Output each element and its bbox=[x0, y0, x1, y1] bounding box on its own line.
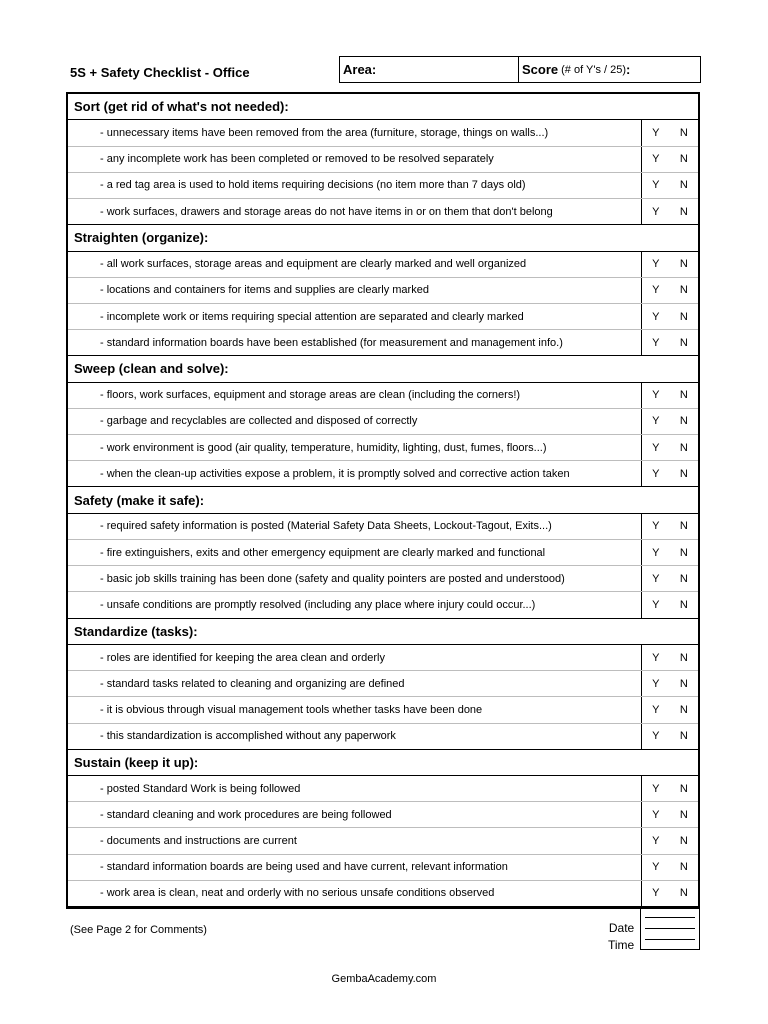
time-label: Time bbox=[608, 938, 635, 952]
checklist-item-text: - locations and containers for items and supplies are clearly marked bbox=[68, 278, 642, 303]
checklist-item bbox=[68, 383, 698, 409]
checklist-item bbox=[68, 802, 698, 828]
no-option[interactable]: N bbox=[679, 205, 688, 218]
checklist-item bbox=[68, 828, 698, 854]
score-hint: (# of Y's / 25) bbox=[561, 63, 627, 76]
no-option[interactable]: N bbox=[679, 598, 688, 611]
yes-no-options bbox=[642, 645, 698, 670]
yes-option[interactable]: Y bbox=[652, 730, 660, 743]
checklist-item bbox=[68, 304, 698, 330]
yes-option[interactable]: Y bbox=[652, 677, 660, 690]
yes-no-options bbox=[642, 461, 698, 486]
yes-option[interactable]: Y bbox=[652, 887, 660, 900]
checklist-item-text: - standard information boards have been established (for measurement and management info.) bbox=[68, 330, 642, 355]
yes-option[interactable]: Y bbox=[652, 336, 660, 349]
score-field[interactable] bbox=[518, 56, 701, 83]
yes-no-options bbox=[642, 697, 698, 722]
checklist-item-text: - standard cleaning and work procedures are being followed bbox=[68, 802, 642, 827]
no-option[interactable]: N bbox=[679, 835, 688, 848]
no-option[interactable]: N bbox=[679, 467, 688, 480]
checklist-item bbox=[68, 278, 698, 304]
yes-no-options bbox=[642, 147, 698, 172]
checklist-item-text: - work surfaces, drawers and storage areas do not have items in or on them that don't belong bbox=[68, 199, 642, 224]
yes-no-options bbox=[642, 776, 698, 801]
section-header bbox=[68, 94, 698, 120]
checklist-item-text: - unsafe conditions are promptly resolved (including any place where injury could occur...) bbox=[68, 592, 642, 617]
checklist-item-text: - work environment is good (air quality, temperature, humidity, lighting, dust, fumes, floors...) bbox=[68, 435, 642, 460]
checklist-item-text: - all work surfaces, storage areas and equipment are clearly marked and well organized bbox=[68, 252, 642, 277]
checklist-item bbox=[68, 330, 698, 356]
yes-no-options bbox=[642, 383, 698, 408]
checklist-item-text: - required safety information is posted (Material Safety Data Sheets, Lockout-Tagout, Exits...) bbox=[68, 514, 642, 539]
yes-option[interactable]: Y bbox=[652, 467, 660, 480]
checklist-item bbox=[68, 776, 698, 802]
checklist-item bbox=[68, 514, 698, 540]
yes-option[interactable]: Y bbox=[652, 782, 660, 795]
checklist-item bbox=[68, 199, 698, 225]
yes-option[interactable]: Y bbox=[652, 258, 660, 271]
area-label: Area: bbox=[343, 62, 377, 77]
no-option[interactable]: N bbox=[679, 730, 688, 743]
yes-option[interactable]: Y bbox=[652, 126, 660, 139]
section-title: Sustain (keep it up): bbox=[74, 754, 199, 770]
yes-option[interactable]: Y bbox=[652, 205, 660, 218]
no-option[interactable]: N bbox=[679, 258, 688, 271]
checklist-item-text: - a red tag area is used to hold items requiring decisions (no item more than 7 days old) bbox=[68, 173, 642, 198]
checklist-item bbox=[68, 435, 698, 461]
yes-no-options bbox=[642, 881, 698, 906]
yes-no-options bbox=[642, 173, 698, 198]
checklist-item-text: - this standardization is accomplished without any paperwork bbox=[68, 724, 642, 749]
no-option[interactable]: N bbox=[679, 284, 688, 297]
yes-option[interactable]: Y bbox=[652, 310, 660, 323]
yes-option[interactable]: Y bbox=[652, 703, 660, 716]
checklist-item-text: - standard tasks related to cleaning and organizing are defined bbox=[68, 671, 642, 696]
checklist-item-text: - it is obvious through visual management tools whether tasks have been done bbox=[68, 697, 642, 722]
yes-option[interactable]: Y bbox=[652, 572, 660, 585]
no-option[interactable]: N bbox=[679, 572, 688, 585]
yes-no-options bbox=[642, 802, 698, 827]
checklist-item bbox=[68, 881, 698, 907]
yes-no-options bbox=[642, 540, 698, 565]
no-option[interactable]: N bbox=[679, 546, 688, 559]
checklist-item bbox=[68, 724, 698, 750]
yes-no-options bbox=[642, 592, 698, 617]
section-title: Sweep (clean and solve): bbox=[74, 361, 229, 377]
yes-no-options bbox=[642, 330, 698, 355]
section-header bbox=[68, 225, 698, 251]
checklist-item bbox=[68, 566, 698, 592]
yes-no-options bbox=[642, 435, 698, 460]
section-title: Sort (get rid of what's not needed): bbox=[74, 99, 289, 115]
yes-no-options bbox=[642, 855, 698, 880]
date-time-labels bbox=[608, 920, 634, 954]
no-option[interactable]: N bbox=[679, 520, 688, 533]
checklist-item-text: - fire extinguishers, exits and other emergency equipment are clearly marked and functional bbox=[68, 540, 642, 565]
score-colon: : bbox=[626, 62, 631, 77]
checklist-item-text: - posted Standard Work is being followed bbox=[68, 776, 642, 801]
no-option[interactable]: N bbox=[679, 651, 688, 664]
score-label: Score bbox=[522, 62, 559, 77]
yes-option[interactable]: Y bbox=[652, 153, 660, 166]
checklist-item bbox=[68, 252, 698, 278]
yes-no-options bbox=[642, 120, 698, 145]
no-option[interactable]: N bbox=[679, 703, 688, 716]
no-option[interactable]: N bbox=[679, 415, 688, 428]
checklist-item-text: - incomplete work or items requiring special attention are separated and clearly marked bbox=[68, 304, 642, 329]
date-time-box[interactable] bbox=[640, 907, 700, 950]
yes-option[interactable]: Y bbox=[652, 808, 660, 821]
yes-option[interactable]: Y bbox=[652, 546, 660, 559]
date-line bbox=[645, 917, 695, 918]
no-option[interactable]: N bbox=[679, 808, 688, 821]
no-option[interactable]: N bbox=[679, 153, 688, 166]
checklist-item-text: - work area is clean, neat and orderly with no serious unsafe conditions observed bbox=[68, 881, 642, 906]
no-option[interactable]: N bbox=[679, 310, 688, 323]
checklist-item bbox=[68, 120, 698, 146]
yes-no-options bbox=[642, 514, 698, 539]
footer-brand: GembaAcademy.com bbox=[331, 973, 437, 985]
section-title: Standardize (tasks): bbox=[74, 623, 198, 639]
yes-option[interactable]: Y bbox=[652, 441, 660, 454]
no-option[interactable]: N bbox=[679, 126, 688, 139]
yes-no-options bbox=[642, 828, 698, 853]
section-title: Straighten (organize): bbox=[74, 230, 209, 246]
checklist-item bbox=[68, 409, 698, 435]
no-option[interactable]: N bbox=[679, 389, 688, 402]
yes-option[interactable]: Y bbox=[652, 179, 660, 192]
no-option[interactable]: N bbox=[679, 861, 688, 874]
section-header bbox=[68, 487, 698, 513]
yes-no-options bbox=[642, 278, 698, 303]
checklist-item-text: - basic job skills training has been done (safety and quality pointers are posted and understood) bbox=[68, 566, 642, 591]
checklist-item bbox=[68, 855, 698, 881]
checklist-table bbox=[66, 92, 700, 909]
yes-option[interactable]: Y bbox=[652, 861, 660, 874]
no-option[interactable]: N bbox=[679, 441, 688, 454]
yes-option[interactable]: Y bbox=[652, 520, 660, 533]
time-line bbox=[645, 939, 695, 940]
yes-option[interactable]: Y bbox=[652, 284, 660, 297]
yes-option[interactable]: Y bbox=[652, 651, 660, 664]
checklist-item bbox=[68, 540, 698, 566]
yes-no-options bbox=[642, 724, 698, 749]
checklist-item bbox=[68, 671, 698, 697]
yes-no-options bbox=[642, 199, 698, 224]
checklist-item-text: - floors, work surfaces, equipment and storage areas are clean (including the corners!) bbox=[68, 383, 642, 408]
checklist-item-text: - when the clean-up activities expose a problem, it is promptly solved and corrective action taken bbox=[68, 461, 642, 486]
yes-no-options bbox=[642, 304, 698, 329]
checklist-item-text: - standard information boards are being used and have current, relevant information bbox=[68, 855, 642, 880]
no-option[interactable]: N bbox=[679, 887, 688, 900]
comments-note: (See Page 2 for Comments) bbox=[70, 924, 207, 936]
yes-option[interactable]: Y bbox=[652, 389, 660, 402]
no-option[interactable]: N bbox=[679, 336, 688, 349]
yes-no-options bbox=[642, 252, 698, 277]
no-option[interactable]: N bbox=[679, 782, 688, 795]
checklist-item-text: - any incomplete work has been completed or removed to be resolved separately bbox=[68, 147, 642, 172]
yes-no-options bbox=[642, 409, 698, 434]
section-header bbox=[68, 619, 698, 645]
yes-option[interactable]: Y bbox=[652, 598, 660, 611]
checklist-item bbox=[68, 592, 698, 618]
checklist-item bbox=[68, 461, 698, 487]
checklist-item-text: - garbage and recyclables are collected and disposed of correctly bbox=[68, 409, 642, 434]
checklist-item bbox=[68, 173, 698, 199]
checklist-item-text: - roles are identified for keeping the area clean and orderly bbox=[68, 645, 642, 670]
checklist-item-text: - unnecessary items have been removed from the area (furniture, storage, things on walls...) bbox=[68, 120, 642, 145]
section-title: Safety (make it safe): bbox=[74, 492, 205, 508]
yes-no-options bbox=[642, 566, 698, 591]
checklist-title: 5S + Safety Checklist - Office bbox=[70, 65, 250, 80]
date-line-2 bbox=[645, 928, 695, 929]
yes-option[interactable]: Y bbox=[652, 415, 660, 428]
checklist-item bbox=[68, 697, 698, 723]
no-option[interactable]: N bbox=[679, 179, 688, 192]
date-label: Date bbox=[608, 921, 635, 935]
checklist-item bbox=[68, 147, 698, 173]
checklist-item-text: - documents and instructions are current bbox=[68, 828, 642, 853]
section-header bbox=[68, 750, 698, 776]
section-header bbox=[68, 356, 698, 382]
yes-no-options bbox=[642, 671, 698, 696]
yes-option[interactable]: Y bbox=[652, 835, 660, 848]
checklist-item bbox=[68, 645, 698, 671]
no-option[interactable]: N bbox=[679, 677, 688, 690]
area-field[interactable] bbox=[339, 56, 519, 83]
